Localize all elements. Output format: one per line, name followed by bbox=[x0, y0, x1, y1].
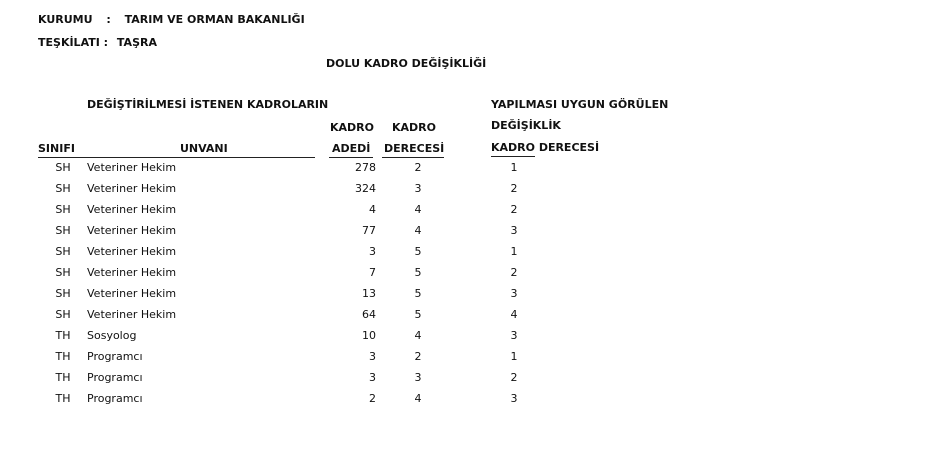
cell-kadro-derecesi: 4 bbox=[414, 329, 422, 342]
cell-kadro-derecesi: 4 bbox=[414, 224, 422, 237]
cell-unvan: Veteriner Hekim bbox=[87, 266, 177, 279]
cell-kadro-adedi: 324 bbox=[355, 182, 376, 195]
table-row bbox=[0, 181, 925, 202]
col-kadro-derecesi-line1: KADRO bbox=[392, 121, 436, 134]
cell-yeni-kadro-derecesi: 3 bbox=[510, 329, 518, 342]
cell-sinif: TH bbox=[55, 350, 71, 363]
table-row bbox=[0, 244, 925, 265]
cell-yeni-kadro-derecesi: 2 bbox=[510, 266, 518, 279]
table-row bbox=[0, 223, 925, 244]
cell-unvan: Veteriner Hekim bbox=[87, 203, 177, 216]
cell-kadro-adedi: 77 bbox=[362, 224, 376, 237]
cell-unvan: Veteriner Hekim bbox=[87, 245, 177, 258]
table-row bbox=[0, 328, 925, 349]
col-kadro-adedi-line2: ADEDİ bbox=[332, 142, 371, 155]
cell-kadro-adedi: 278 bbox=[355, 161, 376, 174]
col-kadro-adedi-line1: KADRO bbox=[330, 121, 374, 134]
table-row bbox=[0, 307, 925, 328]
col-sinifi: SINIFI bbox=[38, 142, 75, 155]
cell-sinif: SH bbox=[55, 245, 71, 258]
header-underline-yeni bbox=[491, 156, 535, 157]
cell-kadro-adedi: 64 bbox=[362, 308, 376, 321]
col-unvani: UNVANI bbox=[180, 142, 228, 155]
cell-kadro-derecesi: 5 bbox=[414, 266, 422, 279]
cell-unvan: Programcı bbox=[87, 371, 143, 384]
cell-unvan: Programcı bbox=[87, 350, 143, 363]
cell-kadro-derecesi: 3 bbox=[414, 182, 422, 195]
table-row bbox=[0, 370, 925, 391]
cell-sinif: SH bbox=[55, 182, 71, 195]
col-yeni-kadro-derecesi: KADRO DERECESİ bbox=[491, 141, 600, 154]
cell-yeni-kadro-derecesi: 2 bbox=[510, 371, 518, 384]
cell-kadro-adedi: 4 bbox=[369, 203, 376, 216]
table-row bbox=[0, 286, 925, 307]
table-row bbox=[0, 391, 925, 412]
cell-sinif: TH bbox=[55, 371, 71, 384]
cell-sinif: SH bbox=[55, 308, 71, 321]
teskilati-line bbox=[38, 36, 157, 49]
cell-unvan: Programcı bbox=[87, 392, 143, 405]
table-row bbox=[0, 202, 925, 223]
cell-kadro-derecesi: 4 bbox=[414, 203, 422, 216]
cell-yeni-kadro-derecesi: 2 bbox=[510, 203, 518, 216]
group-heading-right-2: DEĞİŞİKLİK bbox=[491, 119, 561, 132]
cell-yeni-kadro-derecesi: 3 bbox=[510, 287, 518, 300]
cell-kadro-adedi: 3 bbox=[369, 245, 376, 258]
cell-yeni-kadro-derecesi: 1 bbox=[510, 245, 518, 258]
cell-sinif: SH bbox=[55, 266, 71, 279]
cell-kadro-derecesi: 4 bbox=[414, 392, 422, 405]
cell-unvan: Veteriner Hekim bbox=[87, 287, 177, 300]
cell-kadro-adedi: 7 bbox=[369, 266, 376, 279]
header-underline-derece bbox=[382, 157, 444, 158]
cell-sinif: SH bbox=[55, 287, 71, 300]
kurumu-value: TARIM VE ORMAN BAKANLIĞI bbox=[124, 13, 305, 26]
cell-unvan: Veteriner Hekim bbox=[87, 161, 177, 174]
teskilati-label: TEŞKİLATI : bbox=[38, 36, 109, 49]
cell-unvan: Veteriner Hekim bbox=[87, 182, 177, 195]
col-kadro-derecesi-line2: DERECESİ bbox=[384, 142, 445, 155]
cell-sinif: SH bbox=[55, 161, 71, 174]
cell-yeni-kadro-derecesi: 3 bbox=[510, 392, 518, 405]
cell-kadro-derecesi: 5 bbox=[414, 245, 422, 258]
kurumu-label: KURUMU bbox=[38, 13, 93, 26]
cell-sinif: TH bbox=[55, 329, 71, 342]
cell-sinif: TH bbox=[55, 392, 71, 405]
kurumu-line bbox=[38, 13, 305, 26]
cell-unvan: Veteriner Hekim bbox=[87, 308, 177, 321]
cell-kadro-derecesi: 2 bbox=[414, 161, 422, 174]
cell-kadro-derecesi: 3 bbox=[414, 371, 422, 384]
kurumu-separator: : bbox=[106, 13, 111, 26]
cell-kadro-adedi: 13 bbox=[362, 287, 376, 300]
cell-yeni-kadro-derecesi: 2 bbox=[510, 182, 518, 195]
header-underline-adet bbox=[329, 157, 373, 158]
cell-kadro-derecesi: 5 bbox=[414, 308, 422, 321]
cell-yeni-kadro-derecesi: 3 bbox=[510, 224, 518, 237]
table-row bbox=[0, 265, 925, 286]
cell-kadro-derecesi: 5 bbox=[414, 287, 422, 300]
document-title: DOLU KADRO DEĞİŞİKLİĞİ bbox=[326, 57, 487, 70]
cell-sinif: SH bbox=[55, 203, 71, 216]
teskilati-value: TAŞRA bbox=[116, 36, 157, 49]
cell-kadro-adedi: 10 bbox=[362, 329, 376, 342]
cell-yeni-kadro-derecesi: 4 bbox=[510, 308, 518, 321]
cell-yeni-kadro-derecesi: 1 bbox=[510, 350, 518, 363]
cell-sinif: SH bbox=[55, 224, 71, 237]
table-body bbox=[0, 160, 925, 412]
cell-unvan: Sosyolog bbox=[87, 329, 137, 342]
table-row bbox=[0, 160, 925, 181]
cell-kadro-adedi: 3 bbox=[369, 350, 376, 363]
cell-kadro-derecesi: 2 bbox=[414, 350, 422, 363]
group-heading-left: DEĞİŞTİRİLMESİ İSTENEN KADROLARIN bbox=[87, 98, 329, 111]
table-row bbox=[0, 349, 925, 370]
header-underline-left bbox=[38, 157, 315, 158]
cell-kadro-adedi: 3 bbox=[369, 371, 376, 384]
group-heading-right-1: YAPILMASI UYGUN GÖRÜLEN bbox=[491, 98, 669, 111]
cell-unvan: Veteriner Hekim bbox=[87, 224, 177, 237]
cell-yeni-kadro-derecesi: 1 bbox=[510, 161, 518, 174]
cell-kadro-adedi: 2 bbox=[369, 392, 376, 405]
